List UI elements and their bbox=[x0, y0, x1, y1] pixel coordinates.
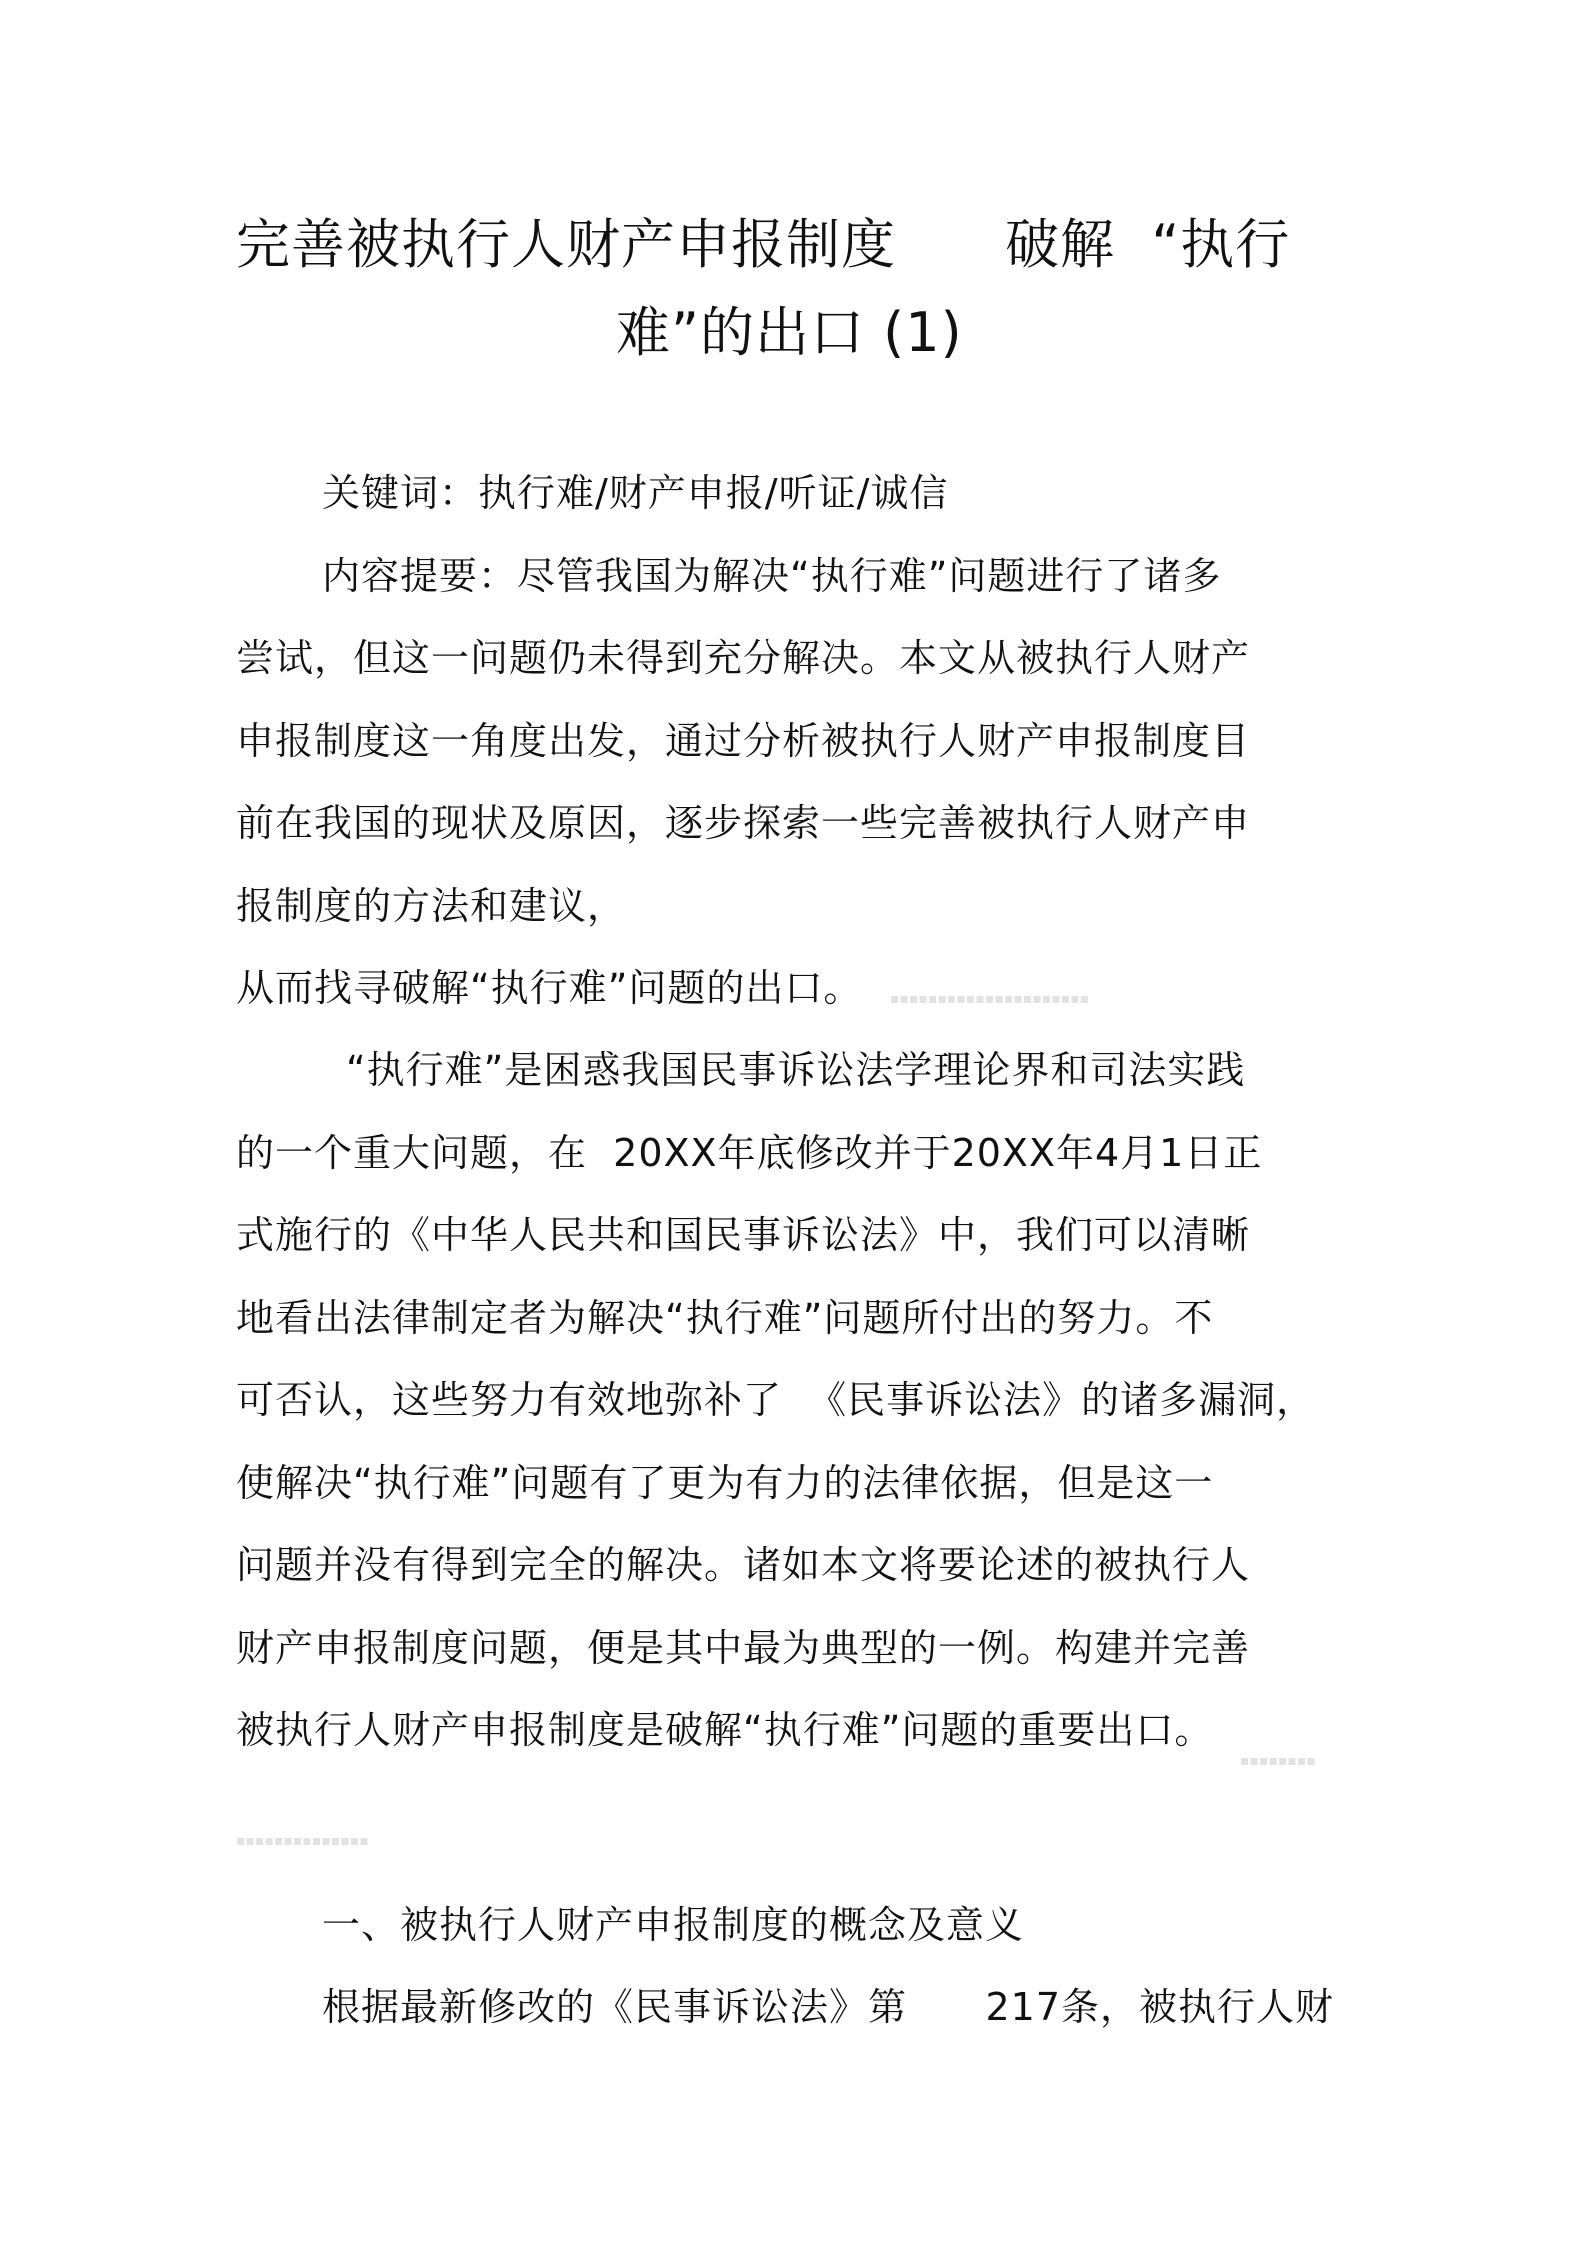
abstract-line-5: 报制度的方法和建议， bbox=[236, 884, 627, 928]
abstract-line-2: 尝试，但这一问题仍未得到充分解决。本文从被执行人财产 bbox=[236, 636, 1251, 680]
title-line-2: 难”的出口 (1) bbox=[616, 301, 963, 364]
faint-watermark-2: ▪▪▪▪▪▪▪▪ bbox=[1240, 1753, 1316, 1769]
faint-watermark-1: ▪▪▪▪▪▪▪▪▪▪▪▪▪▪▪▪▪▪▪▪▪ bbox=[890, 991, 1090, 1007]
abstract-line-4: 前在我国的现状及原因，逐步探索一些完善被执行人财产申 bbox=[236, 801, 1251, 845]
faint-watermark-3: ▪▪▪▪▪▪▪▪▪▪▪▪▪▪ bbox=[236, 1833, 369, 1849]
section-1-first-line: 根据最新修改的《民事诉讼法》第 217条，被执行人财 bbox=[322, 1985, 1335, 2029]
intro-line-2: 的一个重大问题，在 20XX年底修改并于20XX年4月1日正 bbox=[236, 1131, 1263, 1175]
intro-line-9: 被执行人财产申报制度是破解“执行难”问题的重要出口。 bbox=[236, 1708, 1214, 1752]
intro-line-6: 使解决“执行难”问题有了更为有力的法律依据，但是这一 bbox=[236, 1461, 1214, 1505]
intro-line-1: “执行难”是困惑我国民事诉讼法学理论界和司法实践 bbox=[346, 1048, 1246, 1092]
title-line-1: 完善被执行人财产申报制度 破解 “执行 bbox=[236, 213, 1291, 276]
intro-line-8: 财产申报制度问题，便是其中最为典型的一例。构建并完善 bbox=[236, 1626, 1251, 1670]
intro-line-5: 可否认，这些努力有效地弥补了 《民事诉讼法》的诸多漏洞， bbox=[236, 1378, 1316, 1422]
abstract-line-1: 内容提要：尽管我国为解决“执行难”问题进行了诸多 bbox=[322, 554, 1222, 598]
intro-line-7: 问题并没有得到完全的解决。诸如本文将要论述的被执行人 bbox=[236, 1543, 1251, 1587]
section-1-heading: 一、被执行人财产申报制度的概念及意义 bbox=[322, 1903, 1025, 1947]
keywords: 关键词：执行难/财产申报/听证/诚信 bbox=[322, 471, 949, 515]
abstract-line-3: 申报制度这一角度出发，通过分析被执行人财产申报制度目 bbox=[236, 719, 1251, 763]
intro-line-3: 式施行的《中华人民共和国民事诉讼法》中，我们可以清晰 bbox=[236, 1213, 1251, 1257]
abstract-line-6: 从而找寻破解“执行难”问题的出口。 bbox=[236, 966, 863, 1010]
intro-line-4: 地看出法律制定者为解决“执行难”问题所付出的努力。不 bbox=[236, 1296, 1214, 1340]
